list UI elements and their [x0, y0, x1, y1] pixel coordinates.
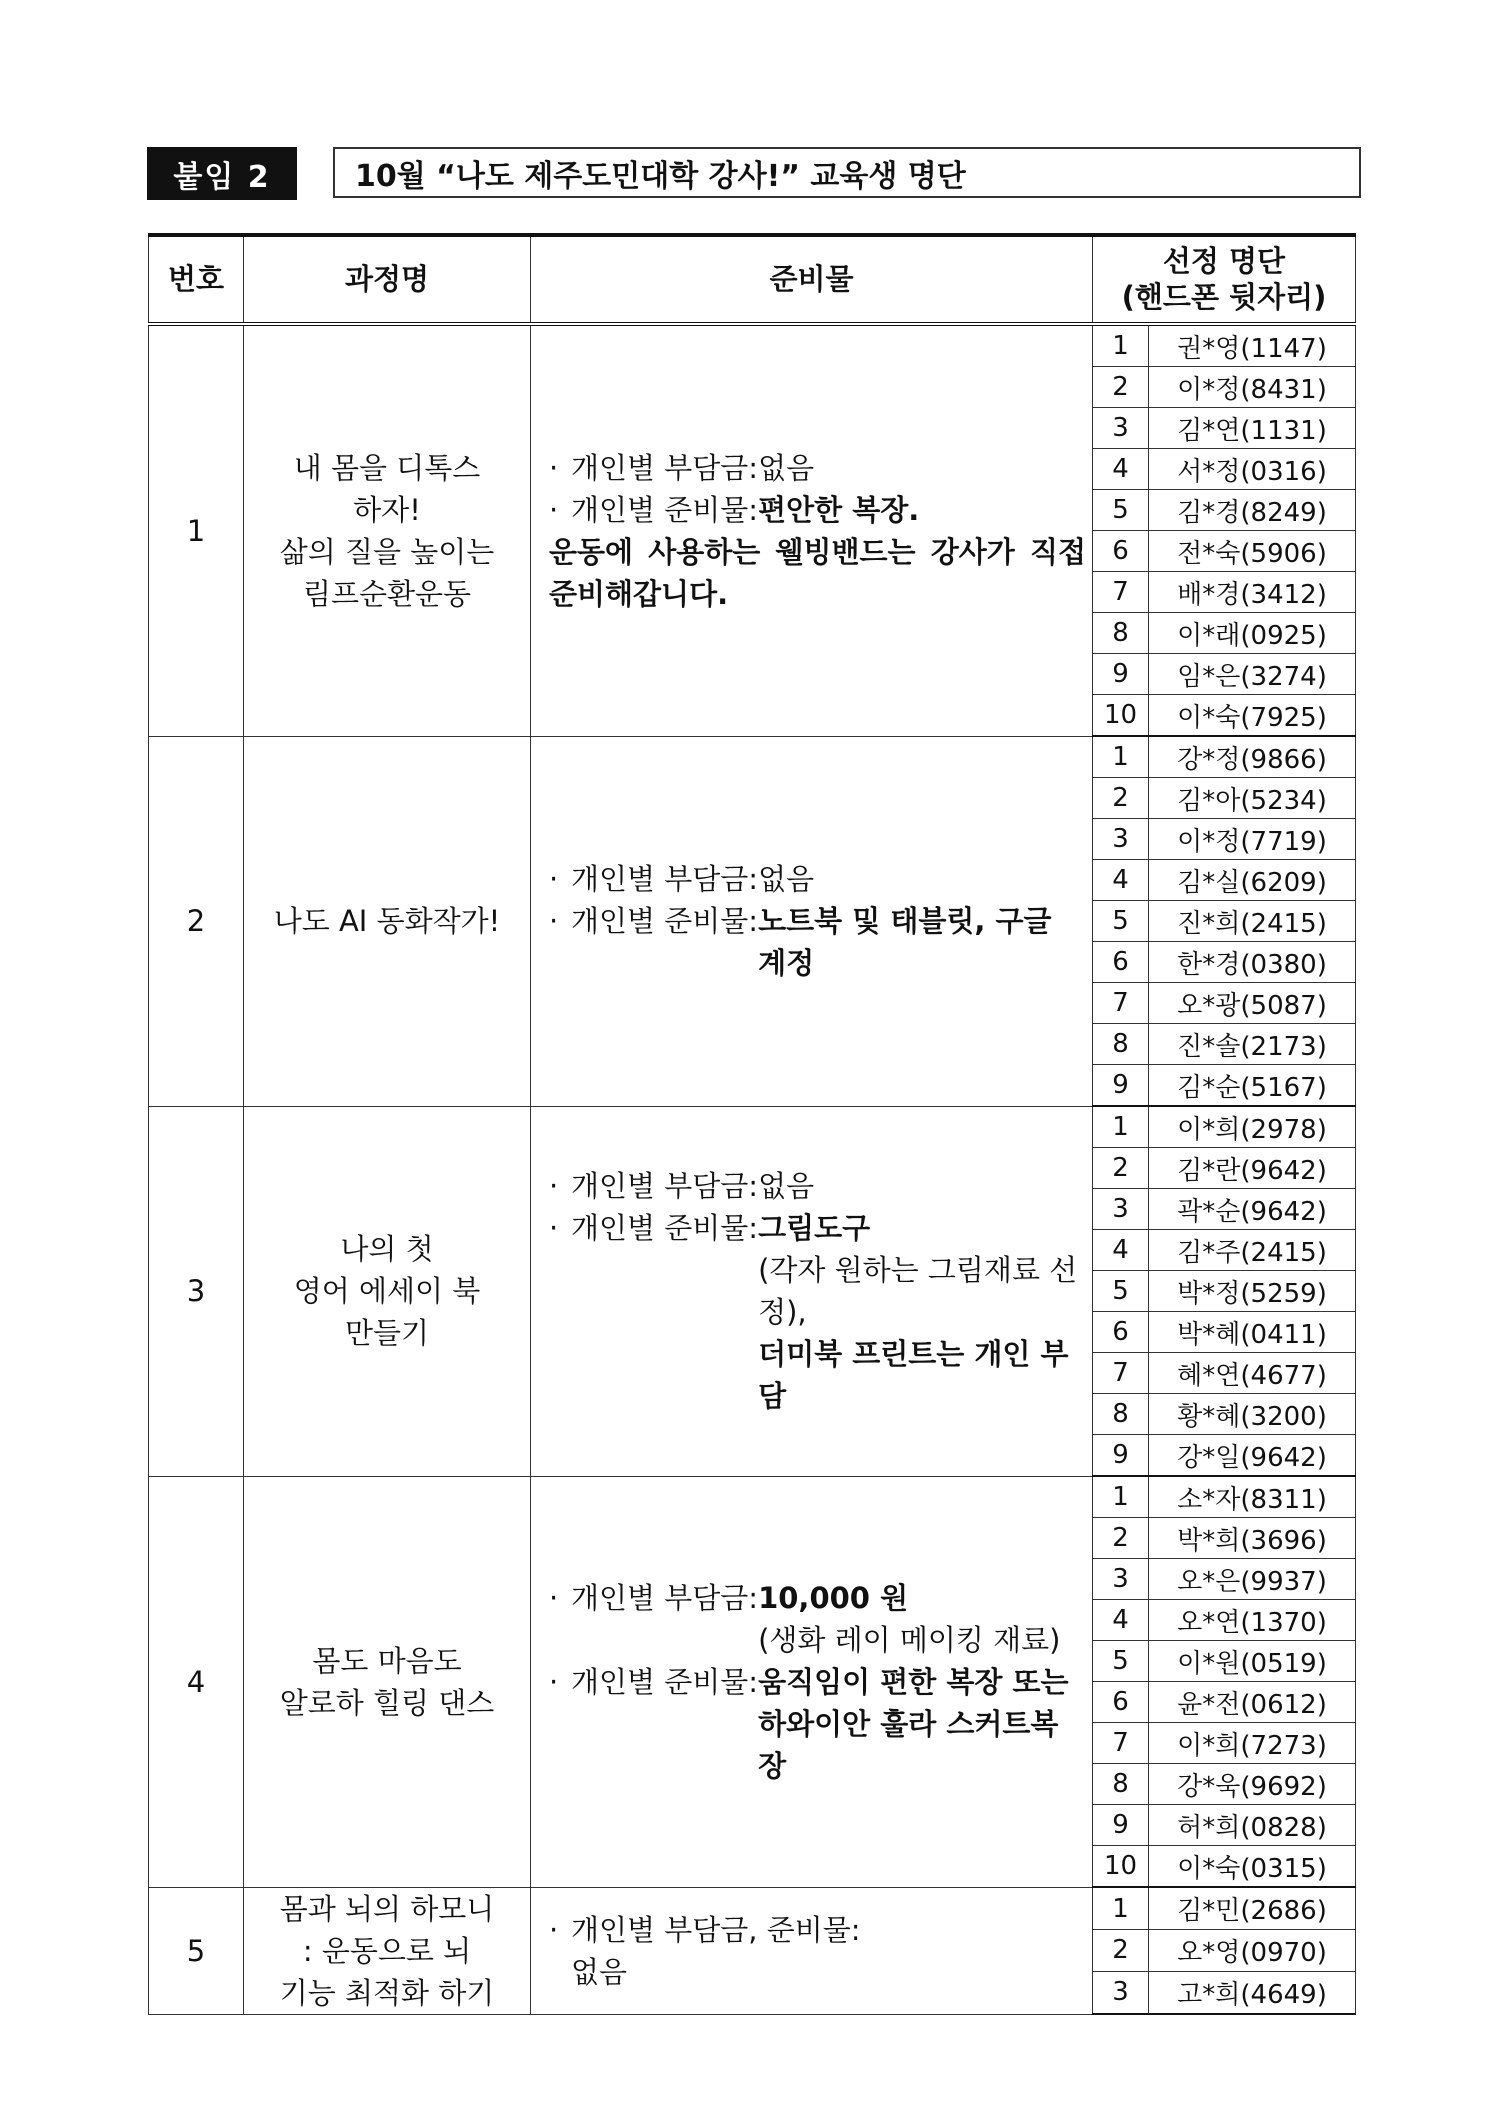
- student-name: 김*경(8249): [1149, 490, 1356, 531]
- prep-fee-value: 10,000 원: [758, 1580, 909, 1615]
- student-seq: 2: [1093, 367, 1149, 408]
- prep-fee-value: 없음: [758, 1169, 815, 1203]
- prep-item-fee: [549, 447, 1086, 489]
- student-name: 김*주(2415): [1149, 1230, 1356, 1271]
- prep-supplies-label: 개인별 준비물:: [571, 1211, 759, 1245]
- prep-item-supplies: [549, 900, 1086, 984]
- prep-fee: [758, 1165, 1086, 1207]
- course-name-line: 나의 첫: [340, 1232, 434, 1266]
- course-name-line: 내 몸을 디톡스: [293, 450, 481, 485]
- prep-supplies-extra: 더미북 프린트는 개인 부담: [758, 1337, 1069, 1413]
- course-number: 5: [149, 1887, 244, 2014]
- student-seq: 1: [1093, 1476, 1149, 1518]
- student-name: 김*란(9642): [1149, 1148, 1356, 1189]
- column-header-selected: [1093, 235, 1356, 324]
- student-seq: 9: [1093, 1435, 1149, 1477]
- student-name: 진*솔(2173): [1149, 1024, 1356, 1065]
- student-seq: 7: [1093, 572, 1149, 613]
- student-name: 전*숙(5906): [1149, 531, 1356, 572]
- student-name: 김*민(2686): [1149, 1887, 1356, 1930]
- student-seq: 7: [1093, 1723, 1149, 1764]
- student-name: 이*희(7273): [1149, 1723, 1356, 1764]
- bullet-mark: ·: [549, 862, 559, 896]
- student-name: 강*정(9866): [1149, 736, 1356, 778]
- course-name-line: 만들기: [344, 1316, 430, 1350]
- student-seq: 9: [1093, 1065, 1149, 1107]
- student-seq: 9: [1093, 1805, 1149, 1846]
- table-row: [149, 1887, 1356, 1930]
- student-name: 박*정(5259): [1149, 1271, 1356, 1312]
- student-name: 오*은(9937): [1149, 1559, 1356, 1600]
- table-body: [149, 324, 1356, 2014]
- student-seq: 3: [1093, 408, 1149, 449]
- student-name: 배*경(3412): [1149, 572, 1356, 613]
- course-name-line: 하자!: [353, 492, 421, 527]
- course-name: [244, 1887, 531, 2014]
- student-seq: 5: [1093, 1641, 1149, 1682]
- student-name: 고*희(4649): [1149, 1971, 1356, 2014]
- course-preparation: [531, 1887, 1093, 2014]
- student-seq: 10: [1093, 695, 1149, 737]
- prep-item-combined: [549, 1909, 1086, 1993]
- prep-fee-label: 개인별 부담금:: [571, 1580, 759, 1615]
- bullet-mark: ·: [549, 492, 559, 527]
- student-seq: 8: [1093, 613, 1149, 654]
- document-title: 10월 “나도 제주도민대학 강사!” 교육생 명단: [333, 147, 1361, 198]
- bullet-mark: ·: [549, 1664, 559, 1699]
- prep-item-supplies: [549, 1207, 1086, 1417]
- student-name: 이*원(0519): [1149, 1641, 1356, 1682]
- student-seq: 9: [1093, 654, 1149, 695]
- prep-list: [549, 1909, 1086, 1993]
- prep-supplies: [758, 489, 1086, 531]
- prep-supplies: [758, 900, 1086, 984]
- course-name-line: 몸도 마음도: [312, 1643, 462, 1678]
- course-preparation: [531, 1106, 1093, 1476]
- prep-item-fee: [549, 858, 1086, 900]
- prep-item-supplies: [549, 489, 1086, 531]
- student-name: 박*혜(0411): [1149, 1312, 1356, 1353]
- course-number: 2: [149, 736, 244, 1106]
- course-number: 3: [149, 1106, 244, 1476]
- course-name-line: 림프순환운동: [302, 576, 472, 611]
- student-seq: 3: [1093, 1559, 1149, 1600]
- student-roster-table: [148, 233, 1356, 2015]
- student-seq: 4: [1093, 860, 1149, 901]
- prep-fee: [758, 1577, 1086, 1661]
- student-seq: 5: [1093, 1271, 1149, 1312]
- course-name: [244, 1106, 531, 1476]
- student-seq: 1: [1093, 324, 1149, 367]
- prep-fee-value: 없음: [758, 450, 815, 485]
- prep-note: 운동에 사용하는 웰빙밴드는 강사가 직접 준비해갑니다.: [549, 534, 1086, 611]
- student-name: 오*영(0970): [1149, 1930, 1356, 1972]
- table-row: [149, 1106, 1356, 1148]
- table-header-row: [149, 235, 1356, 324]
- prep-item-fee: [549, 1577, 1086, 1661]
- student-seq: 8: [1093, 1024, 1149, 1065]
- student-seq: 2: [1093, 1518, 1149, 1559]
- course-preparation: [531, 1476, 1093, 1887]
- student-seq: 4: [1093, 1600, 1149, 1641]
- student-name: 이*희(2978): [1149, 1106, 1356, 1148]
- student-name: 김*실(6209): [1149, 860, 1356, 901]
- student-name: 서*정(0316): [1149, 449, 1356, 490]
- student-seq: 8: [1093, 1394, 1149, 1435]
- course-name-line: 영어 에세이 북: [293, 1274, 481, 1308]
- course-preparation: [531, 324, 1093, 736]
- prep-supplies-label: 개인별 준비물:: [571, 904, 759, 938]
- student-seq: 6: [1093, 1682, 1149, 1723]
- student-name: 이*정(8431): [1149, 367, 1356, 408]
- student-name: 권*영(1147): [1149, 324, 1356, 367]
- attachment-badge: 붙임 2: [147, 147, 297, 200]
- prep-combined-label: 개인별 부담금, 준비물:: [571, 1912, 861, 1947]
- student-seq: 3: [1093, 819, 1149, 860]
- prep-supplies-value: 그림도구: [758, 1211, 871, 1245]
- student-name: 오*연(1370): [1149, 1600, 1356, 1641]
- prep-supplies: [758, 1207, 1086, 1417]
- student-name: 혜*연(4677): [1149, 1353, 1356, 1394]
- prep-combined: [571, 1909, 1086, 1993]
- student-name: 강*일(9642): [1149, 1435, 1356, 1477]
- course-name: [244, 324, 531, 736]
- student-name: 김*아(5234): [1149, 778, 1356, 819]
- prep-supplies: [758, 1661, 1086, 1787]
- course-number: 4: [149, 1476, 244, 1887]
- student-name: 오*광(5087): [1149, 983, 1356, 1024]
- student-name: 박*희(3696): [1149, 1518, 1356, 1559]
- student-seq: 6: [1093, 1312, 1149, 1353]
- student-seq: 4: [1093, 1230, 1149, 1271]
- course-name-line: 기능 최적화 하기: [279, 1975, 495, 2010]
- student-seq: 10: [1093, 1846, 1149, 1888]
- bullet-mark: ·: [549, 1580, 559, 1615]
- student-seq: 2: [1093, 1148, 1149, 1189]
- prep-combined-value: 없음: [571, 1954, 628, 1989]
- prep-item-fee: [549, 1165, 1086, 1207]
- course-name: [244, 1476, 531, 1887]
- bullet-mark: ·: [549, 1169, 559, 1203]
- column-header-no: 번호: [149, 235, 244, 324]
- course-number: 1: [149, 324, 244, 736]
- student-name: 이*숙(7925): [1149, 695, 1356, 737]
- student-seq: 7: [1093, 1353, 1149, 1394]
- student-name: 김*순(5167): [1149, 1065, 1356, 1107]
- column-header-selected-line1: 선정 명단: [1162, 244, 1286, 279]
- column-header-selected-line2: (핸드폰 뒷자리): [1121, 279, 1327, 314]
- student-name: 이*숙(0315): [1149, 1846, 1356, 1888]
- student-seq: 5: [1093, 901, 1149, 942]
- prep-fee-label: 개인별 부담금:: [571, 862, 759, 896]
- student-name: 진*희(2415): [1149, 901, 1356, 942]
- student-seq: 3: [1093, 1189, 1149, 1230]
- course-name-line: 나도 AI 동화작가!: [273, 904, 501, 938]
- student-name: 강*욱(9692): [1149, 1764, 1356, 1805]
- prep-supplies-value: 편안한 복장.: [758, 492, 920, 527]
- course-name: [244, 736, 531, 1106]
- prep-supplies-value: 노트북 및 태블릿, 구글 계정: [758, 904, 1052, 980]
- prep-supplies-value: 움직임이 편한 복장 또는 하와이안 훌라 스커트복장: [758, 1664, 1069, 1783]
- table-row: [149, 1476, 1356, 1518]
- bullet-mark: ·: [549, 450, 559, 485]
- student-seq: 1: [1093, 1106, 1149, 1148]
- bullet-mark: ·: [549, 904, 559, 938]
- student-name: 곽*순(9642): [1149, 1189, 1356, 1230]
- prep-fee: [758, 447, 1086, 489]
- course-name-line: : 운동으로 뇌: [302, 1933, 472, 1968]
- prep-fee-detail: (생화 레이 메이킹 재료): [758, 1622, 1061, 1657]
- column-header-course: 과정명: [244, 235, 531, 324]
- prep-list: [549, 1165, 1086, 1417]
- student-seq: 5: [1093, 490, 1149, 531]
- prep-list: [549, 447, 1086, 531]
- prep-item-supplies: [549, 1661, 1086, 1787]
- student-name: 허*희(0828): [1149, 1805, 1356, 1846]
- student-seq: 7: [1093, 983, 1149, 1024]
- student-seq: 1: [1093, 1887, 1149, 1930]
- student-name: 소*자(8311): [1149, 1476, 1356, 1518]
- column-header-prep: 준비물: [531, 235, 1093, 324]
- bullet-mark: ·: [549, 1912, 559, 1947]
- student-name: 이*래(0925): [1149, 613, 1356, 654]
- student-seq: 1: [1093, 736, 1149, 778]
- student-name: 황*혜(3200): [1149, 1394, 1356, 1435]
- prep-supplies-detail: (각자 원하는 그림재료 선정),: [758, 1253, 1078, 1329]
- prep-list: [549, 858, 1086, 984]
- bullet-mark: ·: [549, 1211, 559, 1245]
- course-name-line: 삶의 질을 높이는: [279, 534, 495, 569]
- student-name: 한*경(0380): [1149, 942, 1356, 983]
- student-name: 김*연(1131): [1149, 408, 1356, 449]
- course-name-line: 몸과 뇌의 하모니: [279, 1891, 495, 1926]
- student-name: 임*은(3274): [1149, 654, 1356, 695]
- prep-fee-label: 개인별 부담금:: [571, 1169, 759, 1203]
- student-seq: 2: [1093, 1930, 1149, 1972]
- student-seq: 2: [1093, 778, 1149, 819]
- table-row: [149, 736, 1356, 778]
- prep-fee: [758, 858, 1086, 900]
- prep-fee-label: 개인별 부담금:: [571, 450, 759, 485]
- prep-list: [549, 1577, 1086, 1787]
- prep-supplies-label: 개인별 준비물:: [571, 492, 759, 527]
- student-seq: 4: [1093, 449, 1149, 490]
- student-seq: 8: [1093, 1764, 1149, 1805]
- course-preparation: [531, 736, 1093, 1106]
- table-row: [149, 324, 1356, 367]
- student-seq: 3: [1093, 1971, 1149, 2014]
- student-seq: 6: [1093, 942, 1149, 983]
- prep-supplies-label: 개인별 준비물:: [571, 1664, 759, 1699]
- course-name-line: 알로하 힐링 댄스: [279, 1685, 495, 1720]
- student-seq: 6: [1093, 531, 1149, 572]
- student-name: 이*정(7719): [1149, 819, 1356, 860]
- prep-fee-value: 없음: [758, 862, 815, 896]
- student-name: 윤*전(0612): [1149, 1682, 1356, 1723]
